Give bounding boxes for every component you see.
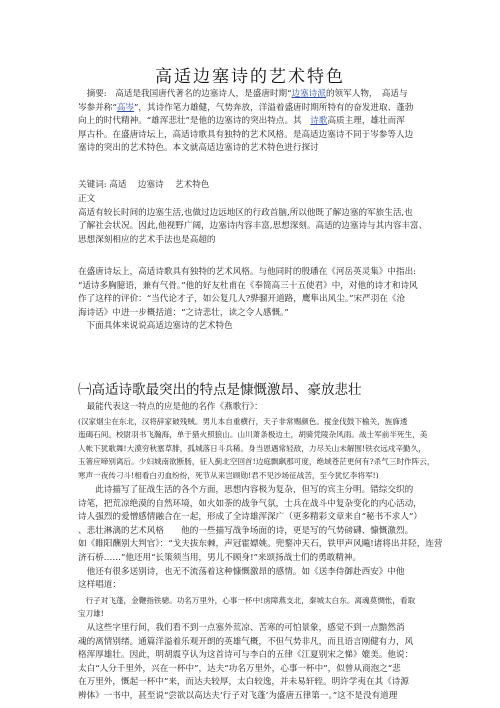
text-line: 这样唱道： bbox=[78, 580, 121, 591]
text-line: (汉家烟尘在东北，汉将辞家破残贼。男儿本自重横行，天子非常赐颜色。摐金伐鼓下榆关，旌旆逶 bbox=[78, 417, 408, 426]
keywords-line: 关键词: 高适 边塞诗 艺术特色 bbox=[78, 180, 210, 190]
text-line: 思想深刻相应的艺术手法也是高超的 bbox=[78, 234, 216, 245]
text-line: 海诗话》中进一步概括道：“之诗悲壮，读之令人感慨。” bbox=[78, 307, 289, 318]
text-line: 诗笔，把荒凉绝漠的自然环境，如火如荼的战争气氛，士兵在战斗中复杂变化的内心活动， bbox=[78, 498, 422, 509]
text-line: 在万里外，慨起一杯中”来，而达夫较厚，太白较逸，并未易轩轾。明许学夷在其《诗源 bbox=[78, 677, 409, 688]
text-line: 从这些字里行间，我们看不到一点塞外荒凉、苦寒的可怕景象，感觉不到一点黯然消 bbox=[78, 623, 405, 633]
abstract-text: 摘要: 高适是我国唐代著名的边塞诗人，是盛唐时期“ bbox=[78, 89, 292, 99]
abstract-line bbox=[78, 129, 448, 143]
text-line: 玉箸应啼别离后。少妇城南欲断肠，征人蓟北空回首!边庭飘飖那可度，绝域苍茫更何有?杀气三时作阵云， bbox=[78, 457, 435, 467]
text-line: 了解社会状况。因此,他视野广阔，边塞诗内容丰富,思想深刻。高适的边塞诗与其内容丰富、 bbox=[78, 221, 428, 232]
text-line: 如《睢阳酬别大判官》：“戈夫拔东棘，声冠霍嫖姚。兜鍪冲天石，铁甲声风飚!诸将出井陉，连营 bbox=[78, 539, 443, 550]
text-line: 行子对飞蓬，金鞭指铁骢。功名万里外，心事一杯中!虏障燕支北，秦城太白东。离魂莫惆怅，看取 bbox=[78, 596, 416, 605]
body-section-4 bbox=[78, 484, 448, 593]
text-line: 辨体》一书中，甚至说“尝欲以高达夫‘行子对飞蓬’为盛唐五律第一。”这不是没有道理 bbox=[78, 690, 398, 701]
text-line: 在盛唐诗坛上，高适诗歌具有独特的艺术风格。与他同时的殷璠在《河岳英灵集》中指出: bbox=[78, 267, 417, 277]
text-line: 迤碣石间。校尉羽书飞瀚海，单于猎火照狼山。山川萧条极边土，胡骑凭陵杂风雨。战士军前半死生，美 bbox=[78, 430, 428, 440]
text-line: 最能代表这一特点的应是他的名作《燕歌行》： bbox=[78, 402, 263, 412]
poem-song-li-shiyu bbox=[78, 594, 448, 621]
text-line: 他还有很多送别诗，也无不流荡着这种慷慨激昂的感情。如《送李侍御赴西安》中他 bbox=[78, 566, 405, 577]
text-line: 寒声一夜传刁斗!相看白刃血纷纷，死节从来岂顾勋!君不见沙场征战苦，至今犹忆李将军!) bbox=[78, 470, 379, 480]
text-line: 、悲壮淋漓的艺术风格 他的一些描写战争场面的诗，更是写的气势磅礴、慷慨激烈。 bbox=[78, 525, 414, 536]
abstract-line bbox=[78, 115, 448, 129]
body-section-5 bbox=[78, 622, 448, 704]
text-line: 此诗描写了征战生活的各个方面，思想内容极为复杂，但写的宾主分明。错综交织的 bbox=[78, 485, 414, 495]
text-line: 格浑厚雄壮。因此，明胡震亨认为这首诗可与李白的五律《江夏别宋之悌》媲美。他说： bbox=[78, 650, 414, 661]
text-line: 高适有较长时间的边塞生活,也做过边远地区的行政首脑,所以他既了解边塞的军旅生活,也 bbox=[78, 207, 413, 218]
text-line: 诗人强烈的爱憎感情融合在一起，形成了全诗雄浑深广（更多精彩文章来自“秘书不求人”） bbox=[78, 512, 422, 523]
abstract-text: 岑参并称“ bbox=[78, 102, 117, 113]
section-heading: ㈠高适诗歌最突出的特点是慷慨激昂、豪放悲壮 bbox=[78, 382, 362, 398]
abstract-line bbox=[78, 102, 448, 116]
body-section-1 bbox=[78, 193, 448, 247]
text-line: 作了这样的评价：“当代论才子，如公复几人?骅骝开道路，鹰隼出风尘。”宋严羽在《沧 bbox=[78, 294, 406, 305]
abstract-text: ”，其诗作笔力雄健，气势奔放，洋溢着盛唐时期所特有的奋发进取、蓬勃 bbox=[133, 102, 414, 113]
body-section-2 bbox=[78, 266, 448, 334]
abstract-line bbox=[78, 88, 448, 102]
keyword-link[interactable]: 诗歌 bbox=[310, 116, 328, 127]
text-line: 宝刀雄! bbox=[78, 609, 104, 619]
text-line: 魂的离情别绪。通篇洋溢着乐观开朗的英雄气概，不但气势非凡，而且语言刚健有力，风 bbox=[78, 636, 414, 647]
abstract bbox=[78, 88, 448, 156]
page-title: 高适边塞诗的艺术特色 bbox=[155, 67, 345, 87]
keywords bbox=[78, 179, 448, 193]
text-line: “适诗多胸臆语，兼有气骨。”他的好友杜甫在《奉简高三十五使君》中，对他的诗才和诗风 bbox=[78, 280, 418, 291]
text-line: 太白“人分千里外，兴在一杯中”，达夫“功名万里外，心事一杯中”，似曾从商泡之“悲 bbox=[78, 663, 401, 674]
keyword-link[interactable]: 高岑 bbox=[116, 102, 134, 113]
body-section-3 bbox=[78, 401, 448, 415]
poem-yan-ge-xing bbox=[78, 415, 448, 482]
text-line: 正文 bbox=[78, 194, 96, 204]
text-line: 人帐下犹歌舞!大漠穷秋塞草腓，孤城落日斗兵稀。身当恩遇常轻敌，力尽关山未解围!铁衣远戍辛勤久， bbox=[78, 443, 426, 453]
abstract-text: 向上的时代精神。“雄浑悲壮”是他的边塞诗的突出特点。其 bbox=[78, 116, 311, 127]
text-line: 下面具体来说说高适边塞诗的艺术特色 bbox=[78, 321, 233, 332]
abstract-line bbox=[78, 142, 448, 156]
abstract-text: 塞诗的突出的艺术特色。本文就高适边塞诗的艺术特色进行探讨 bbox=[78, 143, 319, 154]
keyword-link[interactable]: 边塞诗派 bbox=[291, 89, 326, 99]
abstract-text: 厚古朴。在盛唐诗坛上，高适诗歌具有独特的艺术风格。是高适边塞诗不同于岑参等人边 bbox=[78, 129, 414, 140]
text-line: 济石桥……”他还用“长策须当用，男儿不顾身!”来颂扬战士们的勇敢精神。 bbox=[78, 552, 362, 563]
abstract-text: 高质主理，雄壮而浑 bbox=[327, 116, 405, 127]
abstract-text: 的领军人物， 高适与 bbox=[325, 89, 408, 99]
